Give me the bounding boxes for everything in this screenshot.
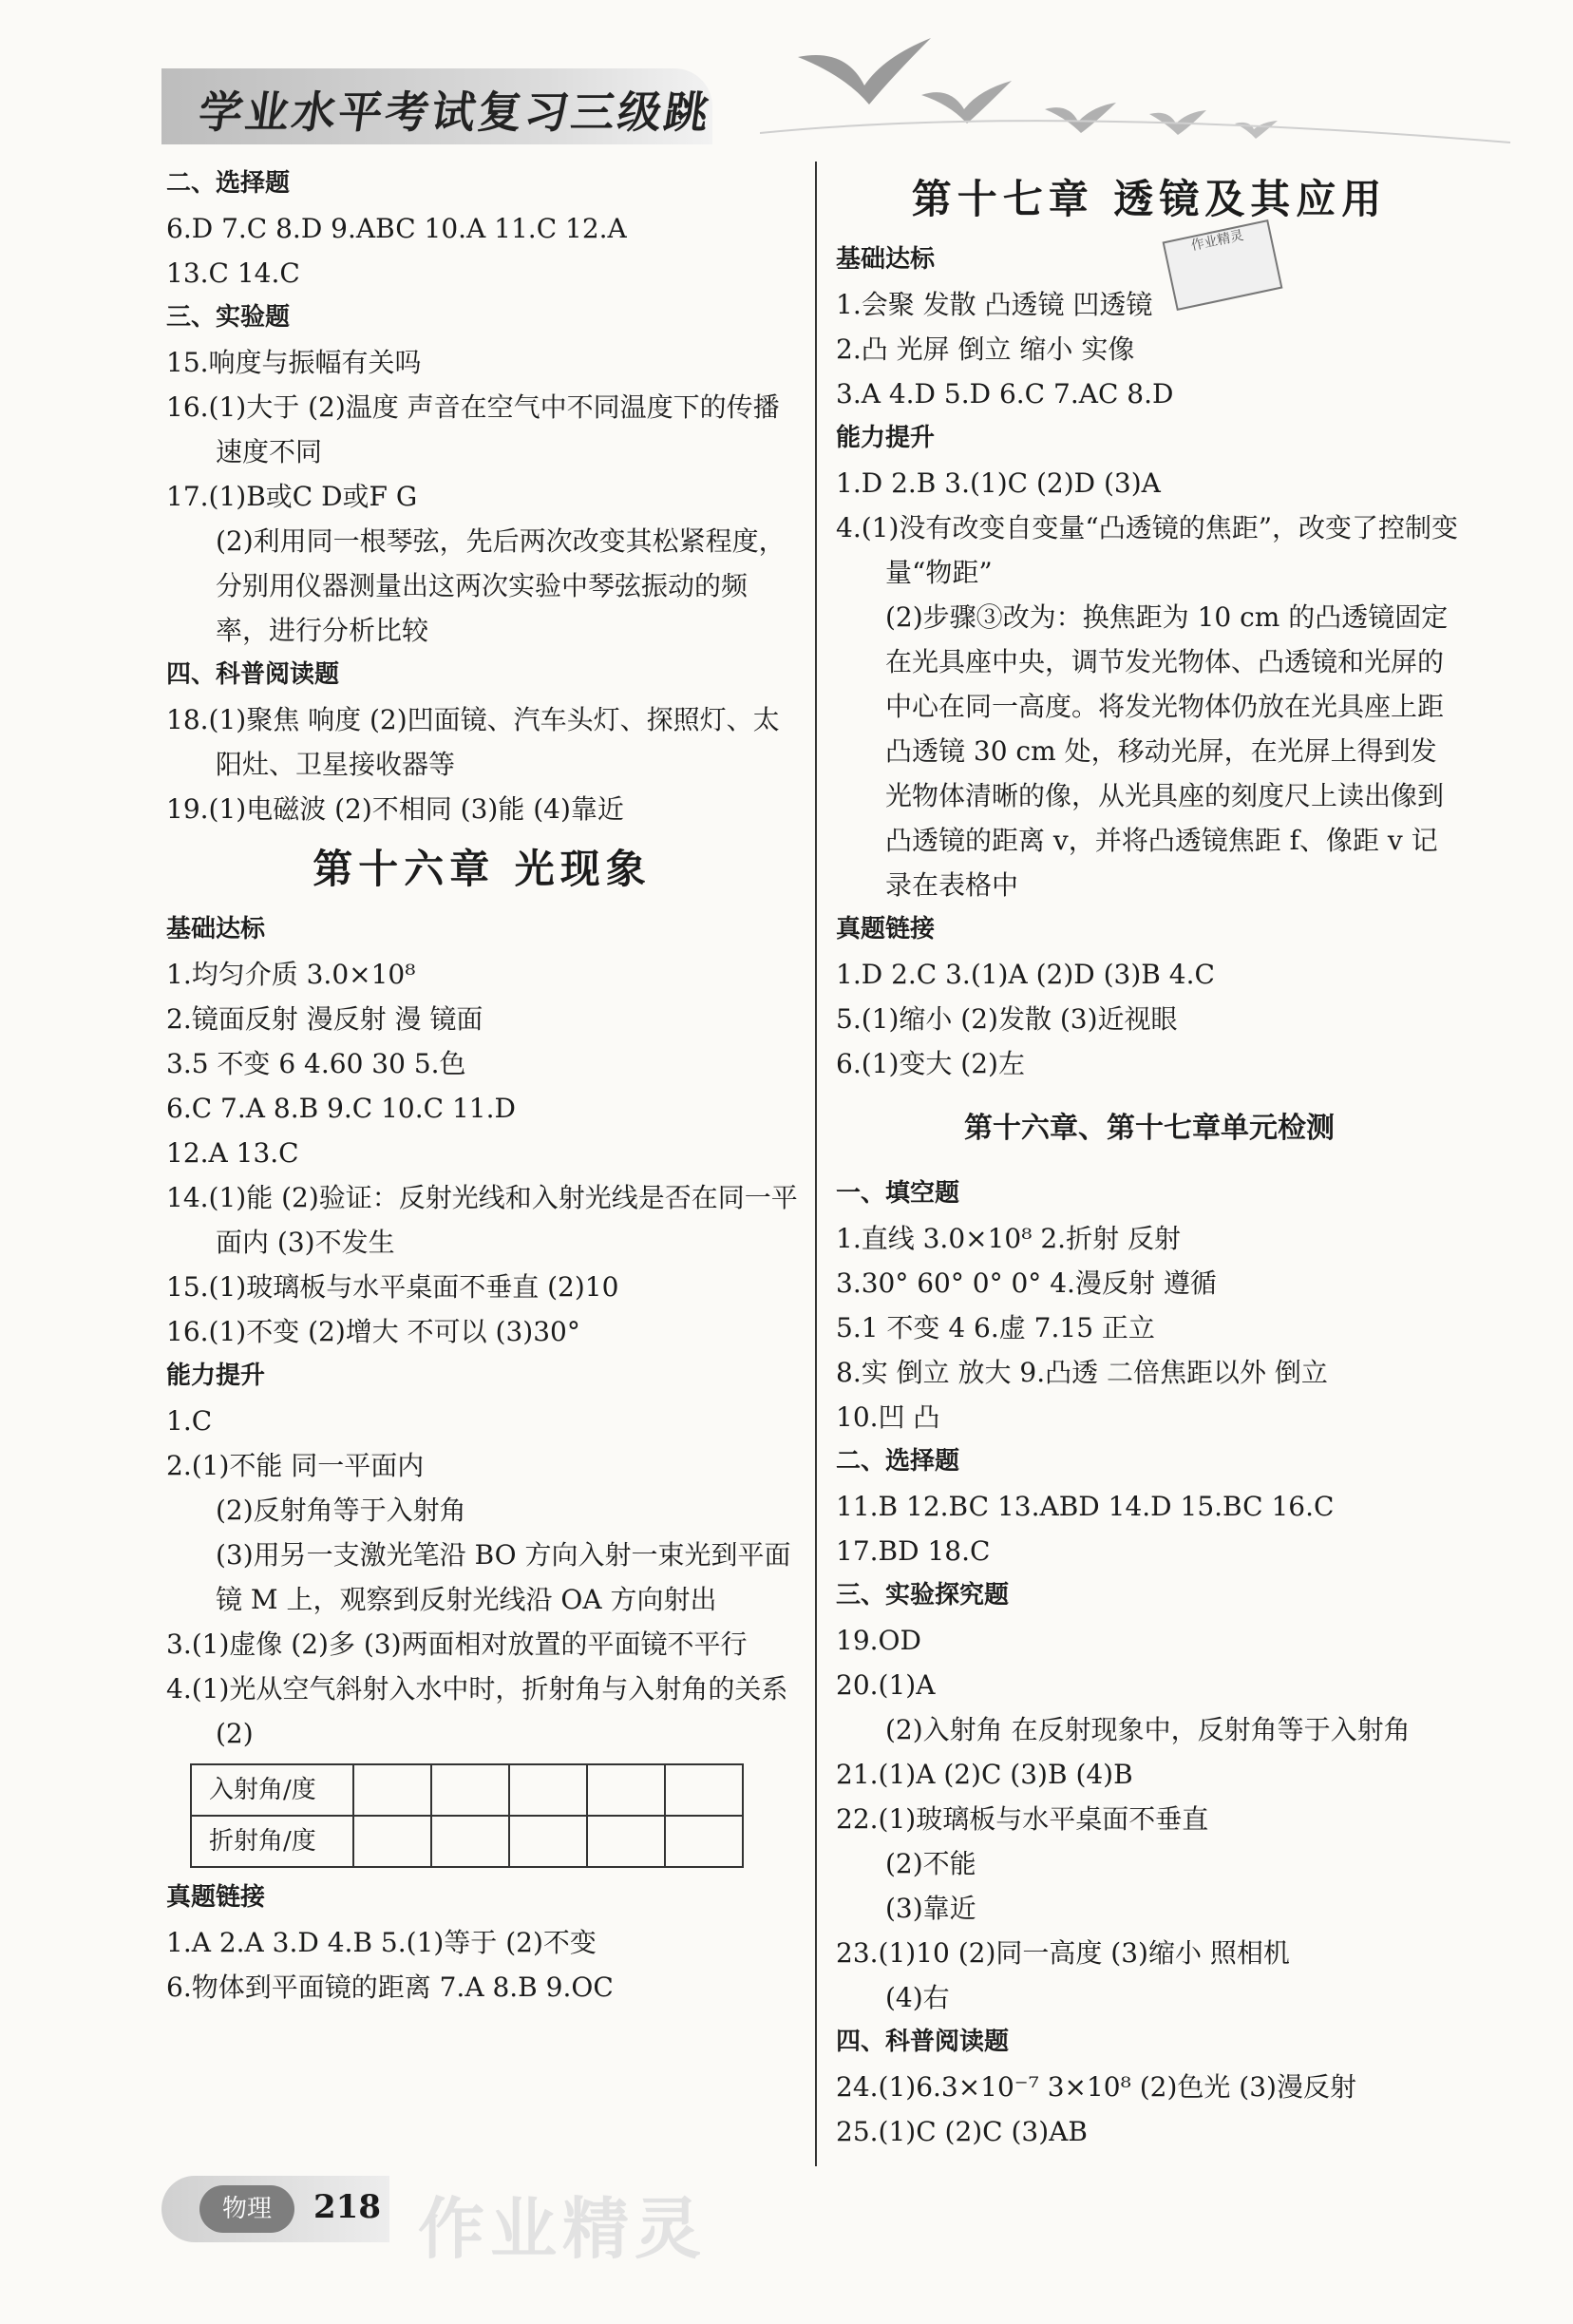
answer-line: 4.(1)光从空气斜射入水中时，折射角与入射角的关系 [166, 1673, 788, 1705]
answer-line: 11.B 12.BC 13.ABD 14.D 15.BC 16.C [836, 1491, 1335, 1522]
section-title: 一、填空题 [836, 1179, 960, 1208]
answer-line: 1.均匀介质 3.0×10⁸ [166, 959, 416, 990]
answer-line: (3)靠近 [885, 1893, 976, 1924]
answer-line: 3.A 4.D 5.D 6.C 7.AC 8.D [836, 378, 1174, 410]
section-title: 二、选择题 [166, 169, 291, 198]
table-cell [665, 1816, 743, 1867]
answer-line: 1.C [166, 1405, 213, 1437]
answer-line: 3.5 不变 6 4.60 30 5.色 [166, 1048, 466, 1079]
answer-line: 1.D 2.B 3.(1)C (2)D (3)A [836, 467, 1161, 499]
section-title: 能力提升 [166, 1362, 266, 1390]
answer-line: (2)反射角等于入射角 [216, 1495, 466, 1526]
answer-line: 2.(1)不能 同一平面内 [166, 1450, 425, 1481]
section-title: 三、实验探究题 [836, 1581, 1010, 1610]
answer-line: 5.(1)缩小 (2)发散 (3)近视眼 [836, 1003, 1178, 1035]
stamp-text: 作业精灵 [1189, 227, 1245, 255]
answer-line: 16.(1)大于 (2)温度 声音在空气中不同温度下的传播速度不同 [166, 391, 780, 467]
table-header-cell: 入射角/度 [191, 1764, 353, 1816]
answer-line: 19.(1)电磁波 (2)不相同 (3)能 (4)靠近 [166, 793, 624, 825]
answer-line: (2)步骤③改为：换焦距为 10 cm 的凸透镜固定在光具座中央，调节发光物体、凸透镜和光屏的中心在同一高度。将发光物体仍放在光具座上距凸透镜 30 cm 处，移动光屏，在光屏上得到发光物体清晰的像，从光具座的刻度尺上读出像到凸透镜的距离 v，并将凸透镜焦距 f、像距 v 记录在表格中 [885, 601, 1449, 901]
right-column [836, 162, 1463, 2154]
section-title: 基础达标 [836, 245, 936, 274]
answer-line: 23.(1)10 (2)同一高度 (3)缩小 照相机 [836, 1937, 1290, 1969]
answer-line: 8.实 倒立 放大 9.凸透 二倍焦距以外 倒立 [836, 1357, 1328, 1388]
answer-line: 4.(1)没有改变自变量“凸透镜的焦距”，改变了控制变量“物距” [836, 512, 1459, 588]
subject-badge: 物理 [199, 2185, 294, 2233]
answer-line: 6.物体到平面镜的距离 7.A 8.B 9.OC [166, 1972, 614, 2003]
unit-test-title: 第十六章、第十七章单元检测 [964, 1112, 1335, 1145]
answer-line: 10.凹 凸 [836, 1401, 940, 1433]
column-divider [815, 162, 817, 2166]
table-cell [431, 1764, 509, 1816]
answer-line: (2)入射角 在反射现象中，反射角等于入射角 [885, 1714, 1411, 1745]
answer-line: 20.(1)A [836, 1669, 936, 1701]
table-cell [431, 1816, 509, 1867]
table-cell [587, 1764, 665, 1816]
answer-line: 6.C 7.A 8.B 9.C 10.C 11.D [166, 1093, 516, 1124]
answer-line: 22.(1)玻璃板与水平桌面不垂直 [836, 1803, 1209, 1835]
answer-line: 17.BD 18.C [836, 1535, 991, 1567]
answer-line: 3.30° 60° 0° 0° 4.漫反射 遵循 [836, 1267, 1217, 1299]
answer-line: 2.凸 光屏 倒立 缩小 实像 [836, 333, 1135, 365]
answer-line: 14.(1)能 (2)验证：反射光线和入射光线是否在同一平面内 (3)不发生 [166, 1182, 798, 1258]
table-cell [587, 1816, 665, 1867]
section-title: 四、科普阅读题 [166, 660, 340, 689]
answer-line: (4)右 [885, 1982, 950, 2013]
answer-line: 18.(1)聚焦 响度 (2)凹面镜、汽车头灯、探照灯、太阳灶、卫星接收器等 [166, 704, 780, 780]
answer-line: 1.会聚 发散 凸透镜 凹透镜 [836, 289, 1153, 320]
chapter-title: 第十七章 透镜及其应用 [911, 176, 1388, 222]
answer-line: 1.D 2.C 3.(1)A (2)D (3)B 4.C [836, 959, 1215, 990]
table-header-cell: 折射角/度 [191, 1816, 353, 1867]
answer-line: 12.A 13.C [166, 1137, 299, 1169]
table-cell [353, 1764, 431, 1816]
answer-line: 16.(1)不变 (2)增大 不可以 (3)30° [166, 1316, 580, 1347]
answer-line: (2)不能 [885, 1848, 976, 1879]
answer-line: 6.D 7.C 8.D 9.ABC 10.A 11.C 12.A [166, 213, 627, 244]
answer-line: 3.(1)虚像 (2)多 (3)两面相对放置的平面镜不平行 [166, 1629, 748, 1660]
table-row [191, 1816, 743, 1867]
table-cell [665, 1764, 743, 1816]
answer-line: (2) [216, 1718, 254, 1749]
answer-line: 25.(1)C (2)C (3)AB [836, 2116, 1088, 2147]
section-title: 真题链接 [836, 915, 936, 943]
answer-line: 24.(1)6.3×10⁻⁷ 3×10⁸ (2)色光 (3)漫反射 [836, 2071, 1356, 2103]
answer-line: (2)利用同一根琴弦，先后两次改变其松紧程度，分别用仪器测量出这两次实验中琴弦振动的频率，进行分析比较 [216, 525, 786, 646]
section-title: 真题链接 [166, 1883, 266, 1912]
answer-line: (3)用另一支激光笔沿 BO 方向入射一束光到平面镜 M 上，观察到反射光线沿 OA 方向射出 [216, 1539, 791, 1615]
answer-line: 1.A 2.A 3.D 4.B 5.(1)等于 (2)不变 [166, 1927, 597, 1958]
answer-line: 17.(1)B或C D或F G [166, 481, 418, 512]
answer-line: 2.镜面反射 漫反射 漫 镜面 [166, 1003, 483, 1035]
section-title: 四、科普阅读题 [836, 2028, 1010, 2056]
answer-line: 1.直线 3.0×10⁸ 2.折射 反射 [836, 1223, 1181, 1254]
table-cell [509, 1816, 587, 1867]
table-cell [353, 1816, 431, 1867]
angle-table [190, 1763, 744, 1868]
section-title: 基础达标 [166, 915, 266, 943]
section-title: 能力提升 [836, 424, 936, 452]
answer-line: 15.响度与振幅有关吗 [166, 347, 422, 378]
answer-line: 15.(1)玻璃板与水平桌面不垂直 (2)10 [166, 1271, 619, 1303]
answer-line: 13.C 14.C [166, 257, 300, 289]
chapter-title: 第十六章 光现象 [313, 846, 652, 892]
page-header [0, 0, 1573, 152]
birds-decoration-icon [760, 19, 1520, 152]
section-title: 三、实验题 [166, 303, 291, 332]
answer-line: 6.(1)变大 (2)左 [836, 1048, 1025, 1079]
table-cell [509, 1764, 587, 1816]
page-number: 218 [313, 2188, 381, 2226]
section-title: 二、选择题 [836, 1447, 960, 1476]
book-title: 学业水平考试复习三级跳 [195, 86, 715, 138]
table-row [191, 1764, 743, 1816]
answer-line: 5.1 不变 4 6.虚 7.15 正立 [836, 1312, 1155, 1343]
answer-line: 21.(1)A (2)C (3)B (4)B [836, 1759, 1133, 1790]
watermark: 作业精灵 [418, 2190, 707, 2268]
left-column [166, 162, 798, 2010]
answer-line: 19.OD [836, 1625, 921, 1656]
